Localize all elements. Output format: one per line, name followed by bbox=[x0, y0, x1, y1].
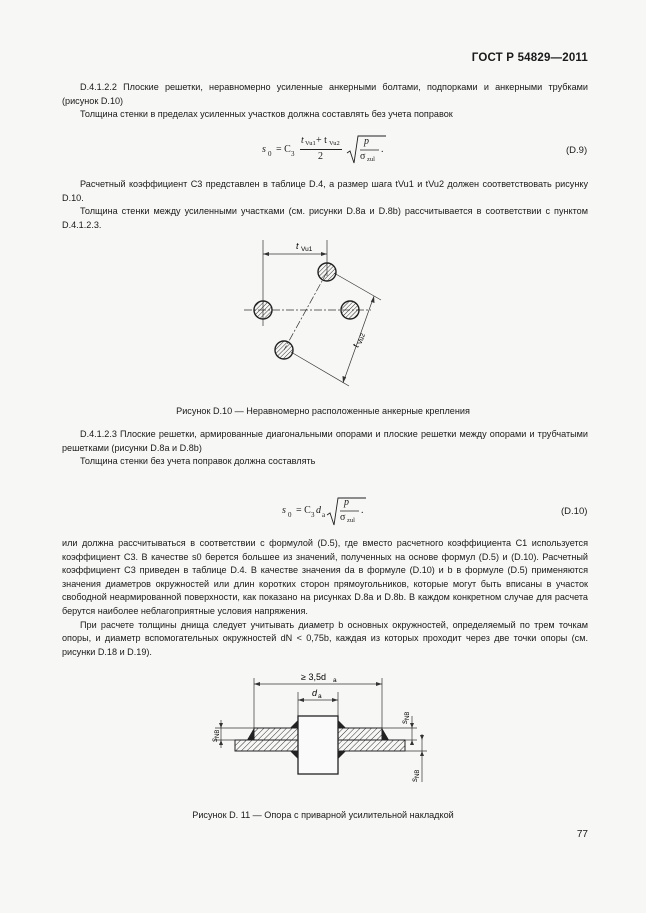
formula-subscript: 0 bbox=[268, 150, 272, 158]
arrow-icon bbox=[420, 751, 424, 756]
dim-label: d bbox=[312, 688, 318, 698]
dim-label-sub: a bbox=[318, 693, 322, 700]
dim-label-sub: Vu1 bbox=[301, 246, 313, 253]
arrow-icon bbox=[332, 698, 338, 702]
arrow-icon bbox=[321, 252, 327, 256]
arrow-icon bbox=[298, 698, 304, 702]
paragraph: Толщина стенки без учета поправок должна составлять bbox=[80, 456, 316, 467]
weld-icon bbox=[247, 728, 254, 740]
document-header: ГОСТ Р 54829—2011 bbox=[471, 52, 588, 64]
formula-text: . bbox=[361, 505, 364, 516]
paragraph: Толщина стенки в пределах усиленных участков должна составлять без учета поправок bbox=[80, 109, 453, 120]
extension-line bbox=[291, 352, 349, 386]
dim-label-sub: a bbox=[333, 677, 337, 684]
weld-icon bbox=[382, 728, 389, 740]
weld-icon bbox=[290, 751, 298, 759]
dim-label-sub: NB bbox=[215, 729, 221, 738]
formula-subscript: 0 bbox=[288, 511, 292, 519]
equation-number: (D.9) bbox=[566, 145, 588, 156]
paragraph: Толщина стенки между усиленными участками (см. рисунки D.8a и D.8b) рассчитывается в соответствии с пунктом D.4.1.2.3. bbox=[62, 206, 588, 230]
section-d4122-cont bbox=[62, 178, 588, 232]
figure-d10 bbox=[236, 236, 416, 396]
formula-d9 bbox=[262, 134, 402, 168]
dim-label: t bbox=[296, 241, 299, 251]
paragraph: Расчетный коэффициент C3 представлен в таблице D.4, а размер шага tVu1 и tVu2 должен соответствовать рисунку D.10. bbox=[62, 179, 588, 203]
weld-icon bbox=[338, 720, 346, 728]
formula-text: . bbox=[381, 144, 384, 155]
arrow-icon bbox=[410, 723, 414, 728]
arrow-icon bbox=[219, 723, 223, 728]
weld-icon bbox=[338, 751, 346, 759]
formula-subscript: zul bbox=[367, 156, 375, 163]
dim-label: s bbox=[400, 720, 409, 724]
formula-d10 bbox=[282, 496, 392, 530]
weld-icon bbox=[290, 720, 298, 728]
center-line bbox=[284, 272, 327, 350]
arrow-icon bbox=[371, 296, 375, 303]
formula-symbol: d bbox=[316, 505, 321, 516]
support-stay bbox=[298, 716, 338, 774]
section-d4123-cont bbox=[62, 537, 588, 659]
formula-text: = C bbox=[276, 144, 291, 155]
formula-symbol: σ bbox=[360, 151, 366, 162]
arrow-icon bbox=[343, 376, 347, 383]
formula-subscript: 3 bbox=[291, 150, 295, 158]
formula-text: + t bbox=[316, 135, 327, 146]
formula-symbol: σ bbox=[340, 512, 346, 523]
paragraph: или должна рассчитываться в соответствии с формулой (D.5), где вместо расчетного коэффициента C1 используется коэффициент C3. В качестве s0 берется большее из значений, полученных на основе формул (D.5) и (D.10). Расчетный коэффициент C3 приведен в таблице D.4. В качестве значения da в формуле (D.10) и b в формуле (D.5) применяются значения диаметров окружностей или длин коротких сторон прямоугольников, которые могут быть вписаны в участок свободной неармированной поверхности, как показано на рисунках D.8a и D.8b. В каждом конкретном случае для расчета берутся наиболее неблагоприятные условия напряжения. bbox=[62, 538, 588, 616]
page-number: 77 bbox=[576, 829, 588, 840]
reinforcement-pad bbox=[254, 728, 298, 740]
formula-subscript: Vu1 bbox=[305, 140, 316, 147]
paragraph: При расчете толщины днища следует учитывать диаметр b основных окружностей, определяемый по трем точкам опоры, и диаметр вспомогательных окружностей dN < 0,75b, каждая из которых проходит через две точки опоры (см. рисунки D.18 и D.19). bbox=[62, 619, 588, 657]
anchor-circle bbox=[341, 301, 359, 319]
formula-text: 2 bbox=[318, 151, 323, 162]
formula-symbol: s bbox=[262, 144, 266, 155]
formula-subscript: Vu2 bbox=[329, 140, 340, 147]
paragraph: D.4.1.2.2 Плоские решетки, неравномерно усиленные анкерными болтами, подпорками и анкерными трубками (рисунок D.10) bbox=[62, 82, 588, 106]
extension-line bbox=[334, 273, 381, 300]
arrow-icon bbox=[376, 682, 382, 686]
arrow-icon bbox=[420, 735, 424, 740]
figure-d11 bbox=[205, 668, 445, 788]
arrow-icon bbox=[410, 740, 414, 745]
section-d4123 bbox=[62, 428, 588, 469]
dim-label-sub: NB bbox=[405, 711, 411, 720]
formula-subscript: a bbox=[322, 511, 326, 519]
arrow-icon bbox=[263, 252, 269, 256]
equation-number: (D.10) bbox=[561, 506, 588, 517]
dim-label: s bbox=[210, 738, 219, 742]
formula-symbol: p bbox=[344, 497, 349, 508]
dim-label: t bbox=[350, 342, 361, 349]
reinforcement-pad bbox=[338, 728, 382, 740]
dim-label-sub: Vu2 bbox=[356, 332, 368, 346]
dim-label-sub: NB bbox=[415, 769, 421, 778]
anchor-circle bbox=[275, 341, 293, 359]
formula-subscript: zul bbox=[347, 517, 355, 524]
arrow-icon bbox=[254, 682, 260, 686]
fraction-bar bbox=[300, 149, 342, 150]
formula-subscript: 3 bbox=[311, 511, 315, 519]
section-d4122 bbox=[62, 81, 588, 122]
anchor-circle bbox=[254, 301, 272, 319]
formula-symbol: t bbox=[301, 135, 304, 146]
figure-caption: Рисунок D. 11 — Опора с приварной усилительной накладкой bbox=[192, 810, 454, 820]
formula-text: = C bbox=[296, 505, 311, 516]
arrow-icon bbox=[219, 740, 223, 745]
dim-label: s bbox=[410, 778, 419, 782]
anchor-circle bbox=[318, 263, 336, 281]
dim-label: ≥ 3,5d bbox=[301, 672, 326, 682]
paragraph: D.4.1.2.3 Плоские решетки, армированные диагональными опорами и плоские решетки между опорами и трубчатыми решетками (рисунки D.8a и D.8b) bbox=[62, 429, 588, 453]
figure-caption: Рисунок D.10 — Неравномерно расположенные анкерные крепления bbox=[176, 406, 470, 416]
formula-symbol: s bbox=[282, 505, 286, 516]
formula-symbol: p bbox=[364, 136, 369, 147]
